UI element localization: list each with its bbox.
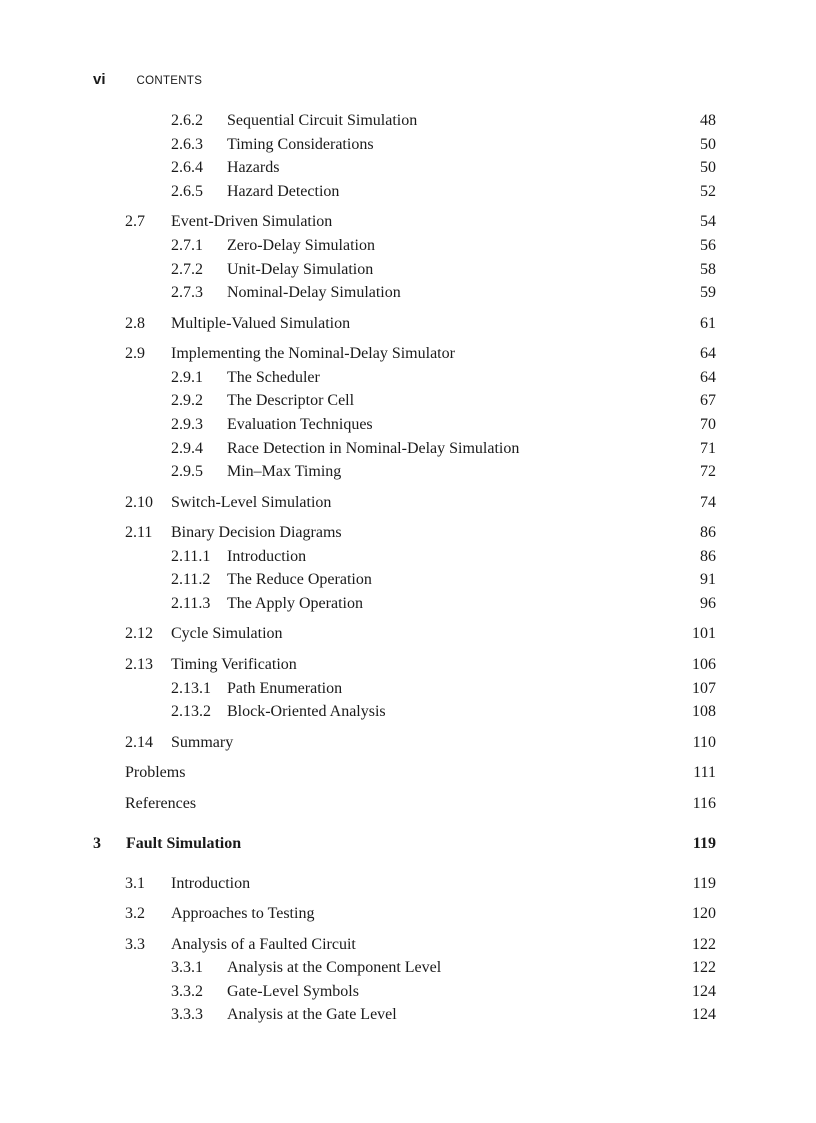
running-head: CONTENTS xyxy=(136,75,203,87)
toc-entry-number: 3 xyxy=(93,834,101,852)
toc-entry-number: 2.6.4 xyxy=(171,159,203,177)
toc-entry xyxy=(0,980,816,1004)
toc-entry-title: Path Enumeration xyxy=(227,679,343,697)
toc-entry-page: 111 xyxy=(693,764,716,782)
toc-entry-number: 3.2 xyxy=(125,905,145,923)
toc-entry-page: 124 xyxy=(692,1006,716,1024)
toc-entry xyxy=(0,109,816,133)
toc-entry-title: Race Detection in Nominal-Delay Simulation xyxy=(227,439,520,457)
toc-entry-page: 110 xyxy=(692,733,716,751)
toc-entry-title: Analysis at the Component Level xyxy=(227,959,442,977)
toc-entry xyxy=(0,180,816,204)
toc-entry-title: Block-Oriented Analysis xyxy=(227,703,386,721)
toc-entry-page: 59 xyxy=(700,284,716,302)
toc-entry-title: Summary xyxy=(171,733,234,751)
toc-entry-page: 64 xyxy=(700,368,716,386)
toc-entry-page: 120 xyxy=(692,905,716,923)
toc-entry-page: 91 xyxy=(700,571,716,589)
toc-entry-number: 2.7 xyxy=(125,213,145,231)
toc-entry-number: 2.7.2 xyxy=(171,260,203,278)
toc-entry-number: 3.3.3 xyxy=(171,1006,203,1024)
toc-entry-number: 3.3 xyxy=(125,935,145,953)
toc-entry xyxy=(0,521,816,545)
toc-entry-number: 2.13 xyxy=(125,655,153,673)
toc-entry xyxy=(0,545,816,569)
toc-entry-title: Hazard Detection xyxy=(227,182,340,200)
toc-entry-page: 119 xyxy=(692,834,716,852)
toc-entry xyxy=(0,568,816,592)
toc-entry xyxy=(0,872,816,896)
toc-entry-title: Implementing the Nominal-Delay Simulator xyxy=(171,345,455,363)
toc-entry xyxy=(0,731,816,755)
toc-entry-title: Hazards xyxy=(227,159,280,177)
toc-entry xyxy=(0,761,816,785)
toc-entry-number: 2.9.1 xyxy=(171,368,203,386)
toc-entry-number: 2.9 xyxy=(125,345,145,363)
toc-entry-number: 2.6.5 xyxy=(171,182,203,200)
toc-entry-number: 2.13.1 xyxy=(171,679,211,697)
toc-entry-number: 2.9.3 xyxy=(171,415,203,433)
toc-entry-title: Timing Considerations xyxy=(227,135,374,153)
toc-entry xyxy=(0,956,816,980)
toc-entry-title: Multiple-Valued Simulation xyxy=(171,314,351,332)
toc-entry-page: 72 xyxy=(700,463,716,481)
toc-entry-page: 106 xyxy=(692,655,716,673)
toc-entry-title: The Descriptor Cell xyxy=(227,392,355,410)
toc-entry-number: 2.11 xyxy=(125,524,153,542)
toc-entry-title: Approaches to Testing xyxy=(171,905,315,923)
toc-entry xyxy=(0,933,816,957)
toc-entry-number: 3.3.1 xyxy=(171,959,203,977)
toc-entry-title: Nominal-Delay Simulation xyxy=(227,284,401,302)
toc-entry xyxy=(0,653,816,677)
toc-entry xyxy=(0,156,816,180)
toc-entry xyxy=(0,281,816,305)
toc-entry xyxy=(0,133,816,157)
toc-entry-title: Min–Max Timing xyxy=(227,463,342,481)
toc-entry-page: 50 xyxy=(700,135,716,153)
toc-entry-number: 2.8 xyxy=(125,314,145,332)
toc-entry-number: 2.13.2 xyxy=(171,703,211,721)
toc-entry xyxy=(0,460,816,484)
toc-entry xyxy=(0,622,816,646)
toc-entry xyxy=(0,366,816,390)
toc-entry-title: Analysis of a Faulted Circuit xyxy=(171,935,356,953)
toc-entry-title: Unit-Delay Simulation xyxy=(227,260,374,278)
toc-entry-number: 2.7.1 xyxy=(171,236,203,254)
toc-entry-number: 2.9.5 xyxy=(171,463,203,481)
toc-entry-page: 122 xyxy=(692,935,716,953)
toc-entry-title: References xyxy=(125,794,197,812)
toc-entry-title: Switch-Level Simulation xyxy=(171,493,332,511)
toc-entry xyxy=(0,234,816,258)
toc-entry-page: 58 xyxy=(700,260,716,278)
toc-entry-title: Problems xyxy=(125,764,186,782)
toc-entry-page: 52 xyxy=(700,182,716,200)
toc-entry-page: 67 xyxy=(700,392,716,410)
toc-entry xyxy=(0,1003,816,1027)
toc-entry-number: 2.10 xyxy=(125,493,153,511)
toc-entry-number: 2.6.2 xyxy=(171,112,203,129)
toc-entry xyxy=(0,902,816,926)
toc-entry xyxy=(0,342,816,366)
toc-entry-page: 54 xyxy=(700,213,716,231)
toc-entry xyxy=(0,437,816,461)
toc-entry xyxy=(0,832,816,856)
toc-entry-title: Cycle Simulation xyxy=(171,625,283,643)
toc-entry-page: 48 xyxy=(700,112,716,129)
toc-entry-page: 61 xyxy=(700,314,716,332)
toc-entry-number: 3.1 xyxy=(125,874,145,892)
toc-entry xyxy=(0,312,816,336)
toc-entry xyxy=(0,413,816,437)
toc-entry-title: Binary Decision Diagrams xyxy=(171,524,342,542)
toc-entry-title: The Reduce Operation xyxy=(227,571,372,589)
toc-entry-page: 86 xyxy=(700,547,716,565)
toc-entry-title: Sequential Circuit Simulation xyxy=(227,112,418,129)
toc-entry-page: 96 xyxy=(700,594,716,612)
toc-entry-title: Analysis at the Gate Level xyxy=(227,1006,397,1024)
toc-entry-page: 124 xyxy=(692,982,716,1000)
toc-entry-page: 108 xyxy=(692,703,716,721)
toc-entry-page: 119 xyxy=(692,874,716,892)
toc-entry-number: 2.6.3 xyxy=(171,135,203,153)
toc-entry-number: 2.11.2 xyxy=(171,571,211,589)
toc-entry-number: 2.12 xyxy=(125,625,153,643)
toc-entry-number: 3.3.2 xyxy=(171,982,203,1000)
page-number: vi xyxy=(93,71,106,88)
page-header xyxy=(93,71,202,91)
toc-entry-title: Introduction xyxy=(171,874,251,892)
toc-entry-title: Fault Simulation xyxy=(126,834,242,852)
toc-entry-number: 2.11.1 xyxy=(171,547,211,565)
toc-entry-page: 56 xyxy=(700,236,716,254)
toc-entry-page: 122 xyxy=(692,959,716,977)
toc-entry-number: 2.7.3 xyxy=(171,284,203,302)
toc-entry-title: Gate-Level Symbols xyxy=(227,982,359,1000)
toc-entry-number: 2.9.2 xyxy=(171,392,203,410)
toc-entry-title: Evaluation Techniques xyxy=(227,415,373,433)
toc-entry xyxy=(0,792,816,816)
toc-entry xyxy=(0,700,816,724)
toc-entry-page: 101 xyxy=(692,625,716,643)
toc-entry xyxy=(0,491,816,515)
toc-entry-number: 2.9.4 xyxy=(171,439,203,457)
toc-entry-page: 50 xyxy=(700,159,716,177)
toc-entry-number: 2.11.3 xyxy=(171,594,211,612)
toc-entry xyxy=(0,389,816,413)
toc-entry-page: 74 xyxy=(700,493,716,511)
toc-entry-page: 116 xyxy=(692,794,716,812)
toc-entry-title: The Apply Operation xyxy=(227,594,363,612)
toc-entry-page: 71 xyxy=(700,439,716,457)
toc-entry xyxy=(0,258,816,282)
toc-entry-page: 64 xyxy=(700,345,716,363)
toc-entry-title: The Scheduler xyxy=(227,368,320,386)
toc-entry-page: 70 xyxy=(700,415,716,433)
toc-entry-title: Introduction xyxy=(227,547,307,565)
toc-entry-title: Zero-Delay Simulation xyxy=(227,236,375,254)
toc-entry xyxy=(0,677,816,701)
toc-entry-page: 107 xyxy=(692,679,716,697)
toc-entry-number: 2.14 xyxy=(125,733,153,751)
toc-entry-page: 86 xyxy=(700,524,716,542)
toc-entry xyxy=(0,210,816,234)
toc-entry-title: Timing Verification xyxy=(171,655,297,673)
toc-entry xyxy=(0,592,816,616)
toc-entry-title: Event-Driven Simulation xyxy=(171,213,333,231)
